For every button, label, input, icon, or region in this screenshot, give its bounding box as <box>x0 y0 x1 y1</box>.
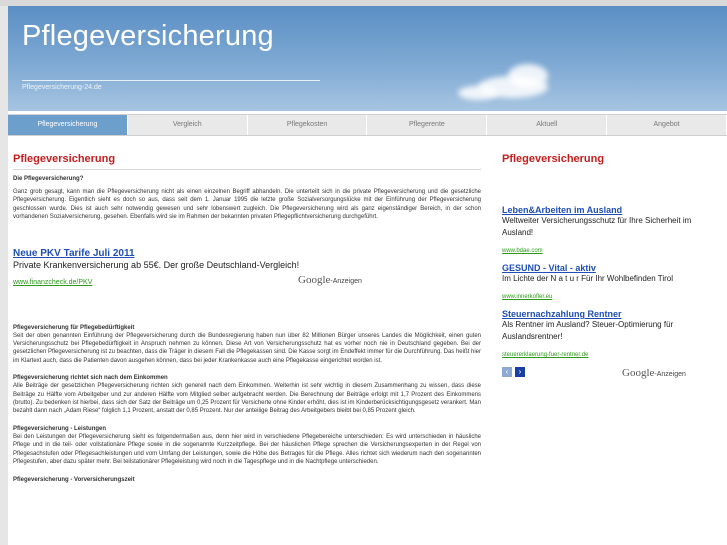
sidebar-ad-title-link[interactable]: Leben&Arbeiten im Ausland <box>502 205 623 215</box>
ad-url-link[interactable]: www.finanzcheck.de/PKV <box>13 278 93 286</box>
cloud-decoration <box>508 64 548 88</box>
sidebar-ad-text: Als Rentner im Ausland? Steuer-Optimierung für Auslandsrentner! <box>502 320 674 341</box>
sidebar-ad-text: Im Lichte der N a t u r Für Ihr Wohlbefinden Tirol <box>502 274 674 283</box>
ad-block-main <box>13 248 481 289</box>
section-text: Alle Beiträge der gesetzlichen Pflegeversicherung richten sich generell nach dem Einkommen. Weiterhin ist sehr wichtig in diesem Zusammenhang zu wissen, dass diese Beiträge zu Hälfte vom Arbeitgeber und zur anderen Hälfte vom Mitglied selber aufgebracht werden. Die Berechnung der Beiträge erfolgt mit 1,7 Prozent des Einkommens (brutto). Zu bedenken ist hierbei, dass sich der Satz der Beiträge um 0,25 Prozent für Versicherte ohne Kinder erhöht, dies ist im Kinderberücksichtigungsgesetz verankert. Man bezahlt dann nach „Adam Riese“ folglich 1,1 Prozent, anstatt der 0,85 Prozent. Nur der anteilige Beitrag des Arbeitgebers bleibt bei 0,85 Prozent gleich. <box>13 383 481 415</box>
chevron-left-icon[interactable]: ‹ <box>502 367 512 377</box>
intro-heading: Die Pflegeversicherung? <box>13 176 84 182</box>
nav-tab-pflegekosten[interactable]: Pflegekosten <box>248 115 368 135</box>
ad-title-link[interactable]: Neue PKV Tarife Juli 2011 <box>13 247 135 259</box>
section-pflegebeduerftigkeit <box>13 325 481 366</box>
google-ads-text: -Anzeigen <box>330 277 362 285</box>
nav-tab-pflegeversicherung[interactable]: Pflegeversicherung <box>8 115 128 135</box>
section-heading: Pflegeversicherung richtet sich nach dem Einkommen <box>13 375 168 382</box>
site-subtitle[interactable]: Pflegeversicherung-24.de <box>22 84 102 91</box>
section-heading: Pflegeversicherung - Leistungen <box>13 425 107 432</box>
nav-tab-vergleich[interactable]: Vergleich <box>128 115 248 135</box>
sidebar-ad <box>502 263 716 303</box>
section-leistungen <box>13 426 481 467</box>
section-text: Seit der oben genannten Einführung der Pflegeversicherung durch die Bundesregierung haben nun über 82 Millionen Bürger unseres Landes die Möglichkeit, einen guten Versicherungsschutz bei Pflegebedürftigkeit in Anspruch nehmen zu können. Diese Art von Versicherungsschutz hat es vorher noch nie in Deutschland gegeben. Bei der gesetzlichen Pflegeversicherung ist zu beachten, dass die Träger in diesem Fall die Pflegekassen sind. Die Kasse sorgt im Endeffekt immer für die Durchführung. Das heißt hier im Klartext auch, dass die Patienten davon ausgehen können, dass bei jeder Krankenkasse auch eine Pflegekasse eingerichtet worden ist. <box>13 332 481 364</box>
google-ads-text: -Anzeigen <box>654 371 686 378</box>
sidebar <box>502 153 716 383</box>
section-einkommen <box>13 375 481 416</box>
sidebar-ad-footer <box>502 367 716 383</box>
section-text: Bei den Leistungen der Pflegeversicherung sieht es folgendermaßen aus, denn hier wird in verschiedene Pflegebereiche unterschieden: Es wird unterschieden in häusliche Pflege und in die teil- oder vollstationäre Pflege sowie in die sogenannte Kurzzeitpflege. Bei der häuslichen Pflege sprechen die Versicherungsexperten in der Regel von Pflegesachstufen oder Pflegesachleistungen und vom Umfang der Leistungen, sowie die Höhe des Betrages für die Pflege. Alles richtet sich wiederum nach den sogenannten Pflegestufen, aber dazu später mehr. Bei teilstationärer Pflegeleistung wird noch in die Tagespflege und in die Nachtpflege unterschieden. <box>13 433 481 466</box>
sidebar-ad-url-link[interactable]: www.innerkofler.eu <box>502 294 553 300</box>
sidebar-ad-text: Weltweiter Versicherungsschutz für Ihre Sicherheit im Ausland! <box>502 216 692 237</box>
section-vorversicherungszeit <box>13 477 481 483</box>
sidebar-ad <box>502 309 716 361</box>
section-heading: Pflegeversicherung - Vorversicherungszeit <box>13 476 135 483</box>
main-nav <box>8 114 727 136</box>
sidebar-ad-title-link[interactable]: GESUND - Vital - aktiv <box>502 263 596 273</box>
sidebar-ad-url-link[interactable]: steuererklaerung-fuer-rentner.de <box>502 352 589 358</box>
google-ads-label[interactable] <box>298 274 362 286</box>
header-divider <box>22 80 320 81</box>
site-title[interactable]: Pflegeversicherung <box>22 20 274 52</box>
chevron-right-icon[interactable]: › <box>515 367 525 377</box>
intro-paragraph: Ganz grob gesagt, kann man die Pflegeversicherung nicht als einen einzelnen Begriff abhandeln. Die unterteilt sich in die private Pflegeversicherung und die gesetzliche Pflegeversicherung. Eigentlich sieht es doch so aus, dass seit dem 1. Januar 1995 die letzte große Sozialversorgungslücke mit der Einführung der Pflegeversicherung geschlossen wurde. Dies ist auch sehr notwendig gewesen und sehr lobenswert zugleich. Die Pflegeversicherung wird als ganz eigenständiger Bereich, in der schon vorhandenen Sozialversicherung, gesehen. Ebenfalls wird sie im Rahmen der bekannten privaten Pflegepflichtversicherung durchgeführt. <box>13 189 481 221</box>
nav-tab-angebot[interactable]: Angebot <box>607 115 727 135</box>
sidebar-title: Pflegeversicherung <box>502 153 605 165</box>
cloud-decoration <box>458 86 498 100</box>
section-heading: Pflegeversicherung für Pflegebedürftigkeit <box>13 324 135 331</box>
page <box>8 6 727 545</box>
ad-text: Private Krankenversicherung ab 55€. Der große Deutschland-Vergleich! <box>13 259 300 270</box>
nav-tab-aktuell[interactable]: Aktuell <box>487 115 607 135</box>
main-title: Pflegeversicherung <box>13 153 481 170</box>
main-content <box>13 153 481 484</box>
site-header <box>8 6 727 111</box>
nav-tab-pflegerente[interactable]: Pflegerente <box>367 115 487 135</box>
sidebar-ad <box>502 205 716 257</box>
google-logo: Google <box>622 367 655 379</box>
sidebar-ad-title-link[interactable]: Steuernachzahlung Rentner <box>502 309 622 319</box>
google-ads-label[interactable] <box>622 367 686 379</box>
google-logo: Google <box>298 273 331 286</box>
sidebar-ad-url-link[interactable]: www.bdae.com <box>502 248 543 254</box>
